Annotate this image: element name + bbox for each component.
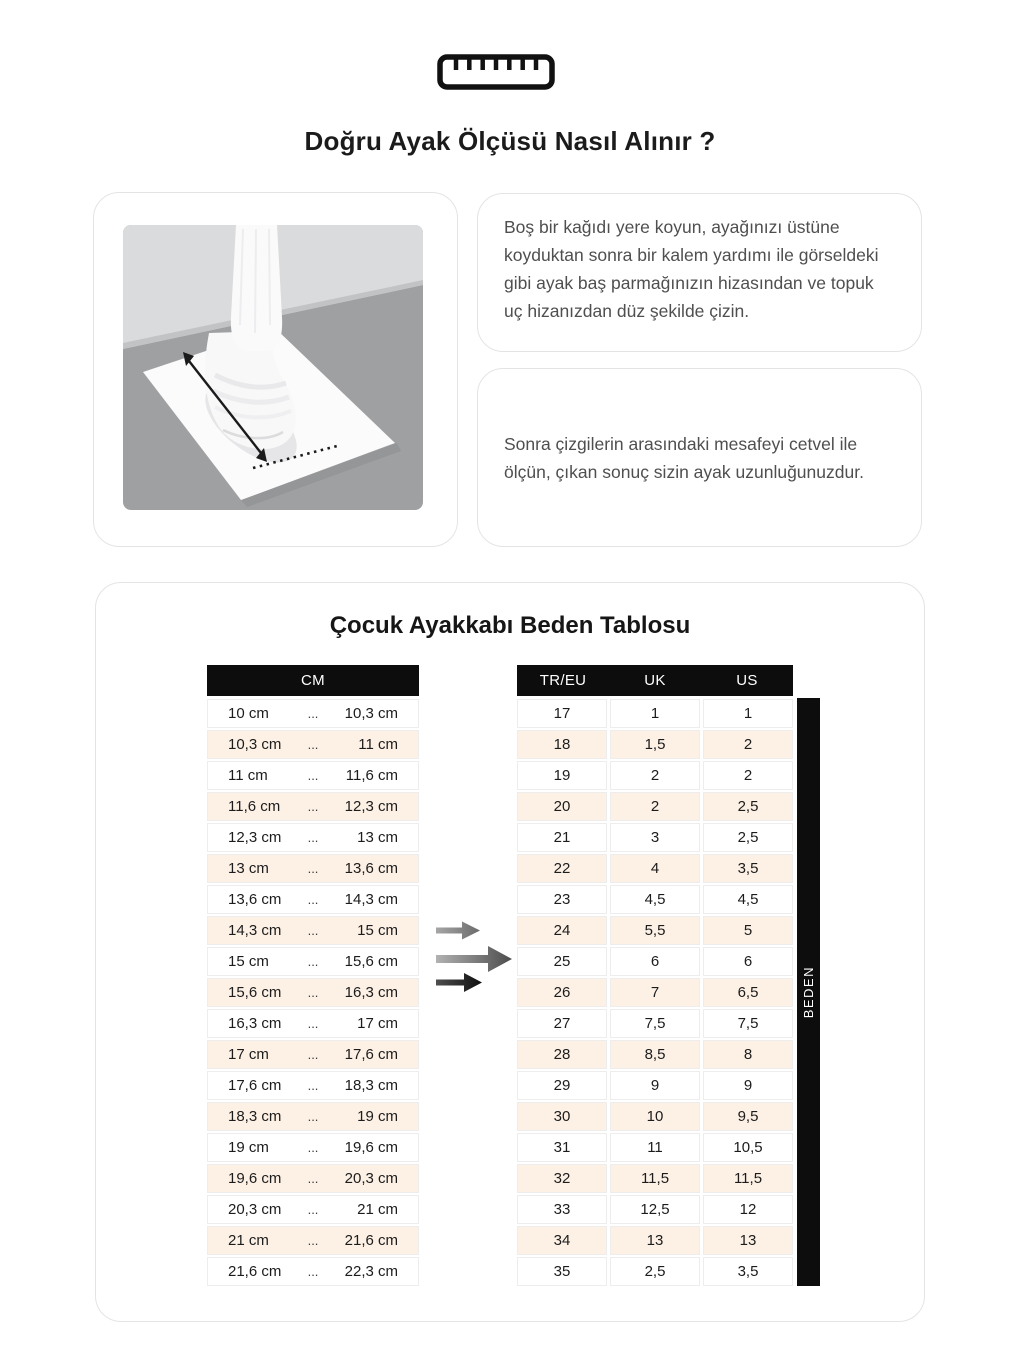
instruction-step-1: Boş bir kağıdı yere koyun, ayağınızı üstüne koyduktan sonra bir kalem yardımı ile görseldeki gibi ayak baş parmağınızın hizasından ve topuk uç hizanızdan düz şekilde çizin. xyxy=(504,217,879,321)
beden-label-text: BEDEN xyxy=(801,965,816,1019)
table-row: 33 12,5 12 xyxy=(517,1195,793,1224)
table-row: 20 2 2,5 xyxy=(517,792,793,821)
foot-measure-photo xyxy=(123,225,423,510)
table-row: 18 1,5 2 xyxy=(517,730,793,759)
size-table xyxy=(517,665,793,1288)
instruction-card-1 xyxy=(477,193,922,352)
table-row: 19 2 2 xyxy=(517,761,793,790)
table-row: 19 cm ... 19,6 cm xyxy=(207,1133,419,1162)
eu-table-body xyxy=(517,699,793,1286)
cm-table-header: CM xyxy=(207,665,419,696)
table-row: 12,3 cm ... 13 cm xyxy=(207,823,419,852)
cm-table xyxy=(207,665,419,1288)
photo-card xyxy=(93,192,458,547)
table-row: 23 4,5 4,5 xyxy=(517,885,793,914)
table-row: 17 cm ... 17,6 cm xyxy=(207,1040,419,1069)
table-row: 21 cm ... 21,6 cm xyxy=(207,1226,419,1255)
table-row: 20,3 cm ... 21 cm xyxy=(207,1195,419,1224)
size-table-header xyxy=(517,665,793,696)
table-row: 11 cm ... 11,6 cm xyxy=(207,761,419,790)
col-header-uk: UK xyxy=(644,672,666,689)
table-row: 21,6 cm ... 22,3 cm xyxy=(207,1257,419,1286)
transfer-arrows-icon xyxy=(436,915,516,997)
table-row: 14,3 cm ... 15 cm xyxy=(207,916,419,945)
ruler-icon-svg xyxy=(437,54,555,90)
instruction-card-2 xyxy=(477,368,922,547)
table-row: 19,6 cm ... 20,3 cm xyxy=(207,1164,419,1193)
table-row: 13 cm ... 13,6 cm xyxy=(207,854,419,883)
table-row: 10,3 cm ... 11 cm xyxy=(207,730,419,759)
table-row: 22 4 3,5 xyxy=(517,854,793,883)
page-title: Doğru Ayak Ölçüsü Nasıl Alınır ? xyxy=(304,126,716,156)
col-header-us: US xyxy=(736,672,758,689)
table-row: 28 8,5 8 xyxy=(517,1040,793,1069)
table-row: 15,6 cm ... 16,3 cm xyxy=(207,978,419,1007)
cm-table-body xyxy=(207,699,419,1286)
table-row: 17 1 1 xyxy=(517,699,793,728)
table-row: 10 cm ... 10,3 cm xyxy=(207,699,419,728)
table-row: 26 7 6,5 xyxy=(517,978,793,1007)
table-row: 25 6 6 xyxy=(517,947,793,976)
table-row: 31 11 10,5 xyxy=(517,1133,793,1162)
table-row: 17,6 cm ... 18,3 cm xyxy=(207,1071,419,1100)
table-row: 32 11,5 11,5 xyxy=(517,1164,793,1193)
table-row: 11,6 cm ... 12,3 cm xyxy=(207,792,419,821)
table-row: 21 3 2,5 xyxy=(517,823,793,852)
instruction-step-2: Sonra çizgilerin arasındaki mesafeyi cetvel ile ölçün, çıkan sonuç sizin ayak uzunluğunuzdur. xyxy=(504,433,864,482)
size-table-title: Çocuk Ayakkabı Beden Tablosu xyxy=(329,612,691,639)
table-row: 30 10 9,5 xyxy=(517,1102,793,1131)
table-row: 27 7,5 7,5 xyxy=(517,1009,793,1038)
table-row: 13,6 cm ... 14,3 cm xyxy=(207,885,419,914)
table-row: 35 2,5 3,5 xyxy=(517,1257,793,1286)
col-header-tr-eu: TR/EU xyxy=(539,672,587,689)
table-row: 29 9 9 xyxy=(517,1071,793,1100)
table-row: 34 13 13 xyxy=(517,1226,793,1255)
table-row: 16,3 cm ... 17 cm xyxy=(207,1009,419,1038)
table-row: 18,3 cm ... 19 cm xyxy=(207,1102,419,1131)
ruler-icon xyxy=(437,54,555,90)
table-row: 15 cm ... 15,6 cm xyxy=(207,947,419,976)
beden-axis-label xyxy=(797,698,820,1286)
table-row: 24 5,5 5 xyxy=(517,916,793,945)
